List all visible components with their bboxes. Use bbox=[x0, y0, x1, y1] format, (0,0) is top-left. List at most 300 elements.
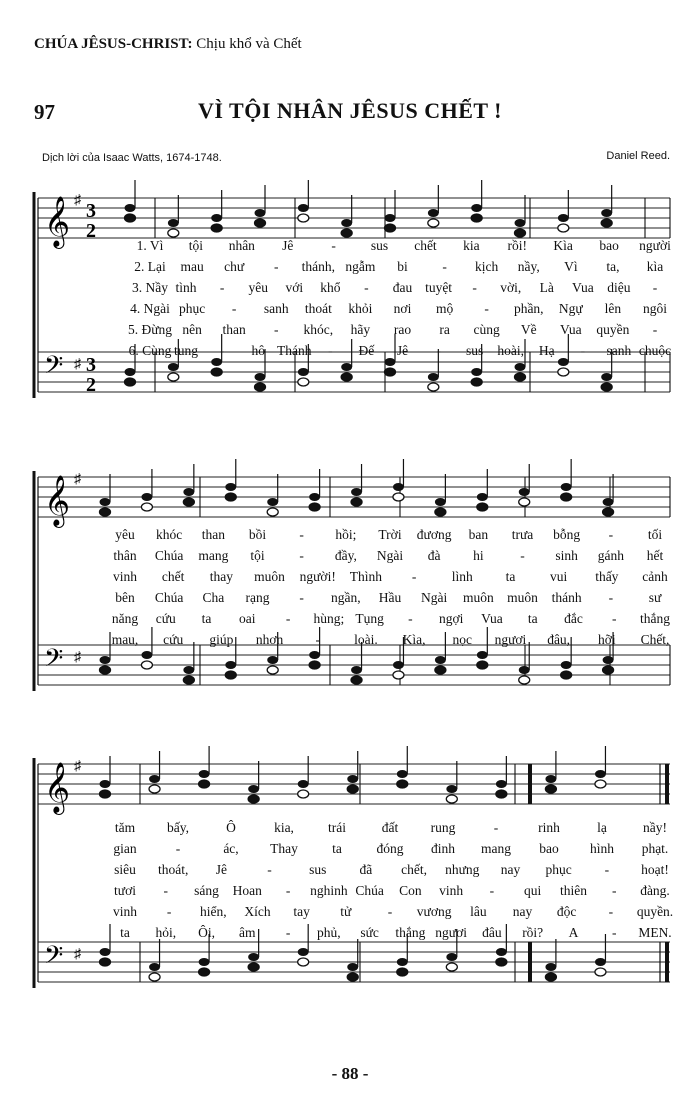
lyric-syllable: Đế bbox=[358, 343, 375, 358]
lyric-syllable: mang bbox=[481, 841, 511, 856]
treble-clef-icon: 𝄞 bbox=[44, 475, 71, 526]
lyric-syllable: - bbox=[331, 238, 336, 253]
lyric-syllable: nên bbox=[182, 322, 202, 337]
lyric-syllable: trái bbox=[328, 820, 346, 835]
lyric-syllable: ta bbox=[332, 841, 342, 856]
treble-chord-2-13 bbox=[603, 474, 614, 516]
lyric-syllable: chết, bbox=[401, 862, 428, 877]
lyric-syllable: tình bbox=[175, 280, 197, 295]
treble-chord-2-12 bbox=[561, 459, 572, 501]
lyric-syllable: rao bbox=[393, 322, 412, 337]
lyric-syllable: - bbox=[489, 883, 495, 898]
lyric-syllable: hồi; bbox=[335, 527, 357, 542]
treble-chord-1-8 bbox=[428, 185, 439, 227]
lyric-syllable: - bbox=[611, 611, 617, 626]
bass-clef-icon: 𝄢 bbox=[44, 941, 64, 976]
lyric-syllable: Ngự bbox=[558, 301, 583, 316]
lyric-syllable: người! bbox=[299, 569, 336, 584]
lyric-syllable: đương bbox=[416, 527, 452, 542]
lyric-syllable: ngợi bbox=[438, 611, 464, 626]
treble-chord-3-8 bbox=[446, 761, 457, 803]
lyric-syllable: 1. Vì bbox=[136, 238, 164, 253]
lyric-syllable: Kìa, bbox=[402, 632, 426, 647]
lyric-syllable: phạt. bbox=[641, 841, 669, 856]
lyric-syllable: sức bbox=[360, 925, 379, 940]
lyric-syllable: qui bbox=[524, 883, 542, 898]
lyric-syllable: thay bbox=[209, 569, 233, 584]
lyric-syllable: mộ bbox=[435, 301, 454, 316]
lyric-syllable: khóc, bbox=[303, 322, 334, 337]
treble-chord-2-10 bbox=[477, 469, 488, 511]
bass-chord-2-9 bbox=[435, 632, 446, 674]
lyric-syllable: tử bbox=[340, 904, 352, 919]
bass-chord-3-1 bbox=[100, 924, 111, 966]
bass-chord-3-2 bbox=[149, 939, 160, 981]
treble-staff-3 bbox=[38, 764, 670, 804]
lyric-syllable: lâu bbox=[470, 904, 487, 919]
lyric-syllable: ta bbox=[120, 925, 130, 940]
lyric-syllable: nầy, bbox=[517, 259, 540, 274]
lyric-syllable: tội bbox=[250, 548, 265, 563]
lyric-syllable: - bbox=[166, 904, 172, 919]
lyric-syllable: cứu bbox=[163, 632, 184, 647]
lyric-syllable: với bbox=[285, 280, 304, 295]
lyric-syllable: Xích bbox=[244, 904, 271, 919]
lyric-syllable: hình bbox=[589, 841, 615, 856]
lyric-syllable: Chúa bbox=[154, 590, 184, 605]
sharp-icon: ♯ bbox=[74, 472, 81, 487]
lyric-syllable: đinh bbox=[430, 841, 456, 856]
lyric-syllable: đàng. bbox=[640, 883, 670, 898]
lyric-syllable: bao bbox=[599, 238, 619, 253]
lyric-syllable: gánh bbox=[597, 548, 624, 563]
lyric-syllable: nhơn bbox=[255, 632, 284, 647]
lyric-syllable: vinh bbox=[112, 904, 138, 919]
lyric-syllable: - bbox=[274, 322, 279, 337]
lyric-syllable: - bbox=[408, 611, 413, 626]
sharp-icon: ♯ bbox=[74, 947, 81, 962]
sharp-icon: ♯ bbox=[74, 193, 81, 208]
lyric-syllable: vinh bbox=[439, 883, 464, 898]
lyric-syllable: Hạ bbox=[538, 343, 555, 358]
lyric-syllable: nơi bbox=[393, 301, 412, 316]
lyricist-credit: Dịch lời của Isaac Watts, 1674-1748. bbox=[42, 152, 222, 164]
lyric-syllable: Vì bbox=[564, 259, 578, 274]
treble-chord-3-6 bbox=[347, 751, 358, 793]
lyric-syllable: cùng bbox=[473, 322, 500, 337]
lyric-syllable: - bbox=[267, 862, 272, 877]
treble-chord-2-5 bbox=[267, 474, 278, 516]
lyric-syllable: A bbox=[568, 925, 579, 940]
lyric-syllable: bi bbox=[397, 259, 408, 274]
lyric-syllable: mau, bbox=[111, 632, 139, 647]
lyric-syllable: siêu bbox=[114, 862, 136, 877]
lyric-syllable: than bbox=[201, 527, 225, 542]
lyric-syllable: nhân bbox=[228, 238, 255, 253]
lyric-syllable: - bbox=[285, 883, 291, 898]
lyric-syllable: vời, bbox=[500, 280, 522, 295]
lyric-syllable: - bbox=[652, 322, 658, 337]
lyric-syllable: thánh, bbox=[301, 259, 336, 274]
lyric-syllable: - bbox=[411, 569, 417, 584]
lyric-syllable: sáng bbox=[194, 883, 219, 898]
lyric-syllable: - bbox=[611, 883, 617, 898]
treble-chord-2-1 bbox=[100, 474, 111, 516]
lyric-syllable: - bbox=[219, 280, 225, 295]
treble-clef-icon: 𝄞 bbox=[44, 196, 71, 247]
lyric-syllable: - bbox=[436, 343, 441, 358]
lyric-syllable: Là bbox=[539, 280, 554, 295]
treble-chord-1-2 bbox=[168, 195, 179, 237]
lyric-syllable: chết bbox=[414, 238, 437, 253]
lyric-syllable: yêu bbox=[248, 280, 268, 295]
sharp-icon: ♯ bbox=[74, 759, 81, 774]
treble-chord-1-11 bbox=[558, 190, 569, 232]
lyric-syllable: vui bbox=[549, 569, 568, 584]
lyric-syllable: mang bbox=[198, 548, 229, 563]
lyric-syllable: rồi! bbox=[507, 238, 528, 253]
time-sig-bottom: 2 bbox=[86, 220, 96, 242]
bass-chord-2-3 bbox=[183, 642, 194, 684]
lyric-syllable: hoài, bbox=[497, 343, 525, 358]
lyric-syllable: - bbox=[387, 904, 393, 919]
lyric-syllable: kìa bbox=[646, 259, 664, 274]
lyric-syllable: đâu, bbox=[547, 632, 571, 647]
composer-credit: Daniel Reed. bbox=[606, 150, 670, 162]
music-system-2 bbox=[30, 455, 680, 720]
lyric-syllable: Trời bbox=[378, 527, 402, 542]
lyric-syllable: oai bbox=[239, 611, 256, 626]
lyric-syllable: Thay bbox=[270, 841, 298, 856]
lyric-syllable: hãy bbox=[350, 322, 371, 337]
lyric-syllable: Hầu bbox=[378, 590, 402, 605]
lyric-syllable: bỗng bbox=[553, 527, 581, 542]
lyric-syllable: đà bbox=[427, 548, 441, 563]
bass-chord-1-6 bbox=[341, 339, 352, 381]
lyric-syllable: - bbox=[315, 632, 320, 647]
lyric-syllable: hùng; bbox=[313, 611, 345, 626]
treble-chord-3-1 bbox=[100, 756, 111, 798]
lyric-syllable: hoạt! bbox=[641, 862, 669, 877]
lyric-syllable: giúp bbox=[209, 632, 234, 647]
lyric-syllable: rinh bbox=[538, 820, 560, 835]
lyric-syllable: - bbox=[299, 548, 304, 563]
page-number: - 88 - bbox=[331, 1064, 369, 1083]
lyric-syllable: thấy bbox=[595, 569, 619, 584]
bass-chord-3-5 bbox=[298, 924, 309, 966]
lyric-syllable: đất bbox=[381, 820, 399, 835]
treble-chord-2-6 bbox=[309, 469, 320, 511]
lyric-syllable: vương bbox=[416, 904, 452, 919]
treble-chord-3-5 bbox=[298, 756, 309, 798]
lyric-syllable: Chúa bbox=[355, 883, 384, 898]
lyric-syllable: muôn bbox=[507, 590, 538, 605]
lyric-syllable: Jê bbox=[396, 343, 409, 358]
lyric-syllable: rạng bbox=[245, 590, 270, 605]
time-sig-top: 3 bbox=[86, 200, 96, 222]
lyric-syllable: lên bbox=[604, 301, 622, 316]
lyric-syllable: nhưng bbox=[445, 862, 480, 877]
lyric-syllable: cảnh bbox=[642, 569, 668, 584]
lyric-syllable: diệu bbox=[607, 280, 631, 295]
lyric-syllable: kia bbox=[463, 238, 480, 253]
lyric-syllable: độc bbox=[556, 904, 577, 919]
lyric-syllable: - bbox=[328, 343, 333, 358]
lyric-syllable: ta bbox=[505, 569, 516, 584]
lyric-syllable: ngần, bbox=[331, 590, 361, 605]
lyric-syllable: - bbox=[231, 301, 237, 316]
lyric-syllable: than bbox=[222, 322, 246, 337]
lyric-syllable: bên bbox=[115, 590, 135, 605]
lyric-syllable: Vua bbox=[572, 280, 594, 295]
lyric-syllable: 3. Nầy bbox=[132, 280, 168, 295]
lyric-syllable: muôn bbox=[254, 569, 285, 584]
lyric-syllable: hi bbox=[473, 548, 484, 563]
treble-chord-2-7 bbox=[351, 464, 362, 506]
lyric-syllable: đóng bbox=[376, 841, 404, 856]
lyric-syllable: Ôi, bbox=[198, 925, 215, 940]
time-sig-bottom: 2 bbox=[86, 374, 96, 396]
lyric-syllable: Chúa bbox=[154, 548, 184, 563]
bass-chord-3-10 bbox=[545, 939, 556, 981]
lyric-syllable: năng bbox=[111, 611, 139, 626]
lyric-syllable: khỏi bbox=[348, 301, 373, 316]
lyric-syllable: gian bbox=[113, 841, 137, 856]
lyric-syllable: - bbox=[652, 280, 658, 295]
lyric-syllable: cứu bbox=[155, 611, 176, 626]
lyric-syllable: ngôi bbox=[642, 301, 668, 316]
treble-chord-1-9 bbox=[471, 180, 482, 222]
bass-chord-1-11 bbox=[558, 334, 569, 376]
lyric-syllable: vinh bbox=[112, 569, 138, 584]
lyric-syllable: Kìa bbox=[553, 238, 573, 253]
lyric-syllable: ta, bbox=[606, 259, 620, 274]
bass-chord-3-11 bbox=[595, 934, 606, 976]
lyric-syllable: mau bbox=[180, 259, 204, 274]
lyric-syllable: - bbox=[608, 904, 614, 919]
lyric-syllable: Vua bbox=[481, 611, 503, 626]
treble-chord-1-7 bbox=[385, 190, 396, 232]
lyric-syllable: âm bbox=[239, 925, 256, 940]
running-header bbox=[34, 36, 302, 53]
lyric-syllable: khóc bbox=[156, 527, 183, 542]
lyric-syllable: 4. Ngài bbox=[130, 301, 170, 316]
lyric-syllable: ác, bbox=[223, 841, 239, 856]
lyric-syllable: tung bbox=[174, 343, 199, 358]
lyric-syllable: ta bbox=[201, 611, 212, 626]
lyric-syllable: đắc bbox=[564, 611, 583, 626]
treble-chord-2-8 bbox=[393, 459, 404, 501]
lyric-syllable: tươi bbox=[114, 883, 136, 898]
lyric-syllable: hỏi, bbox=[155, 925, 177, 940]
treble-chord-2-9 bbox=[435, 474, 446, 516]
lyric-syllable: Thình bbox=[349, 569, 383, 584]
lyric-syllable: - bbox=[442, 259, 447, 274]
lyric-syllable: tối bbox=[647, 527, 663, 542]
lyric-syllable: ngươi bbox=[435, 925, 467, 940]
lyric-syllable: - bbox=[299, 527, 304, 542]
lyric-syllable: tăm bbox=[114, 820, 136, 835]
treble-chord-1-5 bbox=[298, 180, 309, 222]
lyric-syllable: - bbox=[219, 343, 225, 358]
lyric-syllable: thiên bbox=[559, 883, 587, 898]
lyric-syllable: nghinh bbox=[310, 883, 348, 898]
treble-clef-icon: 𝄞 bbox=[44, 762, 71, 813]
lyric-syllable: - bbox=[299, 590, 304, 605]
treble-chord-1-4 bbox=[255, 185, 266, 227]
lyric-syllable: - bbox=[364, 280, 369, 295]
treble-chord-3-7 bbox=[397, 746, 408, 788]
lyric-syllable: nay bbox=[500, 862, 521, 877]
bass-chord-3-6 bbox=[347, 939, 358, 981]
lyric-syllable: chư bbox=[224, 259, 245, 274]
lyric-syllable: bồi bbox=[248, 527, 267, 542]
lyric-syllable: nầy! bbox=[643, 820, 667, 835]
treble-chord-3-11 bbox=[595, 746, 606, 788]
lyric-syllable: Ngài bbox=[421, 590, 448, 605]
treble-chord-2-3 bbox=[183, 464, 194, 506]
bass-chord-2-11 bbox=[519, 642, 530, 684]
lyric-syllable: đau bbox=[392, 280, 413, 295]
treble-chord-1-10 bbox=[515, 195, 526, 237]
lyric-syllable: thánh bbox=[551, 590, 582, 605]
lyric-syllable: chuộc bbox=[638, 343, 672, 358]
treble-chord-3-2 bbox=[149, 751, 160, 793]
treble-chord-1-6 bbox=[341, 195, 352, 237]
lyric-syllable: quyền. bbox=[636, 904, 674, 919]
lyric-syllable: - bbox=[472, 280, 477, 295]
treble-chord-1-1 bbox=[125, 180, 136, 222]
lyric-syllable: - bbox=[611, 925, 617, 940]
music-system-1 bbox=[30, 170, 680, 420]
lyric-syllable: rung bbox=[430, 820, 456, 835]
lyric-syllable: - bbox=[604, 862, 610, 877]
hymn-title: VÌ TỘI NHÂN JÊSUS CHẾT ! bbox=[198, 98, 502, 123]
score-svg-2 bbox=[30, 455, 680, 720]
lyric-syllable: đâu bbox=[482, 925, 502, 940]
lyric-syllable: - bbox=[493, 820, 499, 835]
treble-chord-3-9 bbox=[496, 756, 507, 798]
lyric-syllable: sinh bbox=[555, 548, 578, 563]
lyric-syllable: ra bbox=[439, 322, 450, 337]
lyric-syllable: phủ, bbox=[317, 925, 341, 940]
lyric-syllable: hết bbox=[646, 548, 664, 563]
lyric-syllable: khổ bbox=[320, 280, 341, 295]
lyric-syllable: tuyệt bbox=[425, 280, 453, 295]
lyric-syllable: 5. Đừng bbox=[127, 322, 173, 337]
lyric-syllable: sư bbox=[648, 590, 662, 605]
lyric-syllable: sanh bbox=[263, 301, 289, 316]
treble-chord-2-2 bbox=[141, 469, 152, 511]
lyric-syllable: tội bbox=[188, 238, 204, 253]
lyric-syllable: rồi? bbox=[522, 925, 544, 940]
bass-chord-2-7 bbox=[351, 642, 362, 684]
lyric-syllable: trưa bbox=[511, 527, 534, 542]
lyric-syllable: sus bbox=[370, 238, 389, 253]
lyric-syllable: - bbox=[484, 301, 489, 316]
sharp-icon: ♯ bbox=[74, 650, 81, 665]
lyric-syllable: tay bbox=[293, 904, 310, 919]
sharp-icon: ♯ bbox=[74, 357, 81, 372]
header-section: CHÚA JÊSUS-CHRIST: bbox=[34, 36, 193, 52]
lyric-syllable: yêu bbox=[115, 527, 135, 542]
lyric-syllable: Ngài bbox=[376, 548, 404, 563]
treble-chord-3-3 bbox=[199, 746, 210, 788]
lyric-syllable: Jê bbox=[215, 862, 227, 877]
treble-chord-2-11 bbox=[519, 464, 530, 506]
bass-chord-2-2 bbox=[141, 627, 152, 669]
lyric-syllable: Tụng bbox=[355, 611, 384, 626]
lyric-syllable: thân bbox=[113, 548, 137, 563]
lyric-syllable: loài. bbox=[354, 632, 378, 647]
treble-staff-2 bbox=[38, 477, 670, 517]
lyric-syllable: - bbox=[175, 841, 181, 856]
lyric-syllable: 6. Cùng bbox=[128, 343, 172, 358]
hymn-number: 97 bbox=[34, 100, 55, 124]
lyric-syllable: - bbox=[274, 259, 279, 274]
lyric-syllable: lạ bbox=[597, 820, 607, 835]
lyric-syllable: bấy, bbox=[167, 820, 189, 835]
lyric-syllable: sus bbox=[466, 343, 484, 358]
lyric-syllable: Vua bbox=[559, 322, 582, 337]
treble-chord-1-3 bbox=[211, 190, 222, 232]
lyric-syllable: Ô bbox=[226, 820, 236, 835]
lyric-syllable: hô bbox=[251, 343, 265, 358]
lyric-syllable: Về bbox=[520, 322, 537, 337]
lyric-syllable: nay bbox=[512, 904, 533, 919]
bass-clef-icon: 𝄢 bbox=[44, 351, 64, 386]
lyric-syllable: kia, bbox=[274, 820, 294, 835]
lyric-syllable: ban bbox=[468, 527, 489, 542]
lyric-syllable: phục bbox=[178, 301, 206, 316]
time-sig-top: 3 bbox=[86, 354, 96, 376]
lyric-syllable: Chết, bbox=[640, 632, 670, 647]
lyric-syllable: phần, bbox=[513, 301, 544, 316]
lyric-syllable: người bbox=[639, 238, 671, 253]
lyric-syllable: ta bbox=[527, 611, 538, 626]
lyric-syllable: phục bbox=[545, 862, 572, 877]
bass-chord-2-1 bbox=[100, 632, 111, 674]
music-system-3 bbox=[30, 742, 680, 1032]
treble-chord-2-4 bbox=[225, 459, 236, 501]
lyric-syllable: - bbox=[608, 527, 614, 542]
lyric-syllable: ngẫm bbox=[345, 259, 376, 274]
header-subsection: Chịu khổ và Chết bbox=[192, 36, 302, 52]
lyric-syllable: đầy, bbox=[334, 548, 357, 563]
lyric-syllable: thoát, bbox=[157, 862, 189, 877]
lyric-syllable: quyền bbox=[596, 322, 630, 337]
lyric-syllable: - bbox=[163, 883, 169, 898]
lyric-syllable: kịch bbox=[475, 259, 499, 274]
lyric-syllable: thoát bbox=[304, 301, 332, 316]
bass-clef-icon: 𝄢 bbox=[44, 644, 64, 679]
lyric-syllable: bao bbox=[539, 841, 559, 856]
lyric-syllable: Thánh bbox=[277, 343, 312, 358]
lyric-syllable: Cha bbox=[202, 590, 225, 605]
lyric-syllable: hỡi bbox=[597, 632, 616, 647]
lyric-syllable: đã bbox=[359, 862, 373, 877]
lyric-syllable: chết bbox=[161, 569, 185, 584]
lyric-syllable: nọc bbox=[452, 632, 473, 647]
lyric-syllable: Hoan bbox=[232, 883, 262, 898]
lyric-syllable: - bbox=[285, 611, 291, 626]
lyric-syllable: hiển, bbox=[200, 904, 227, 919]
treble-chord-3-4 bbox=[248, 761, 259, 803]
lyric-syllable: muôn bbox=[462, 590, 494, 605]
bass-chord-1-7 bbox=[385, 334, 396, 376]
lyric-syllable: - bbox=[520, 548, 525, 563]
lyric-syllable: thắng bbox=[640, 611, 670, 626]
